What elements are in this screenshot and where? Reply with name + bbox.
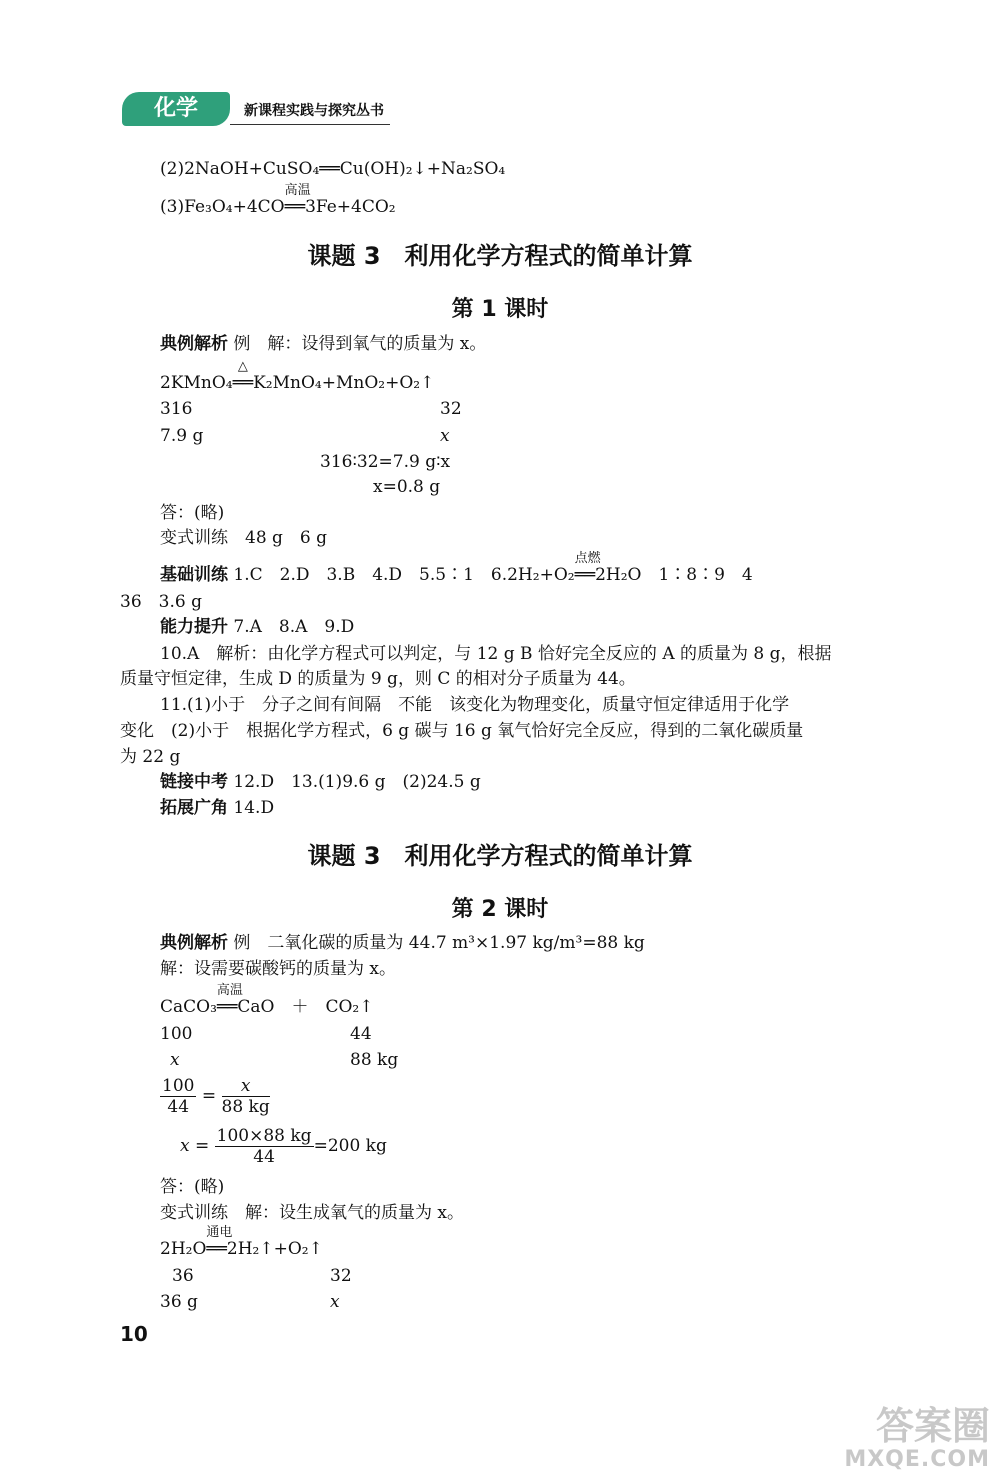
s2-x-lhs: x =: [180, 1136, 210, 1156]
watermark-sub: MXQE.COM: [844, 1447, 990, 1472]
s2-eq2-condition: 通电: [206, 1225, 233, 1240]
s2-eq-arrow: 高温 ══: [217, 996, 237, 1018]
s2-example-label: 典例解析: [160, 933, 228, 953]
s2-proportion: [160, 1076, 270, 1117]
s1-jichu-text-b: 2H₂O 1∶8∶9 4: [595, 565, 753, 585]
s1-example-label: 典例解析: [160, 334, 228, 354]
s1-q10-line2: 质量守恒定律，生成 D 的质量为 9 g，则 C 的相对分子质量为 44。: [120, 669, 636, 689]
s1-mass-3: 7.9 g: [160, 426, 204, 446]
s2-solve: 解：设需要碳酸钙的质量为 x。: [160, 959, 396, 979]
s1-jichu-text-a: 1.C 2.D 3.B 4.D 5.5∶1 6.2H₂+O₂: [233, 565, 575, 585]
section2-subtitle: 第 2 课时: [451, 897, 549, 922]
s2-mass-7: 36 g: [160, 1292, 198, 1312]
s1-eq-condition: △: [237, 359, 248, 374]
s2-eq2-arrow: 通电 ══: [206, 1238, 226, 1260]
s1-tuozhan-text: 14.D: [233, 798, 275, 818]
s2-eq2-products: 2H₂↑+O₂↑: [226, 1239, 323, 1259]
s2-frac-1: [160, 1076, 196, 1117]
s2-mass-4: 88 kg: [350, 1050, 399, 1070]
section1-subtitle: 第 1 课时: [451, 297, 549, 322]
s2-frac-eq: =: [201, 1086, 217, 1106]
s1-mass-2: 32: [440, 399, 462, 419]
s1-eq-products: K₂MnO₄+MnO₂+O₂↑: [253, 373, 435, 393]
eq3-arrow: 高温 ══: [285, 196, 305, 218]
s1-jichu-arrow: 点燃 ══: [575, 564, 595, 586]
s1-equation: [160, 359, 435, 394]
s2-mass-2: 44: [350, 1024, 372, 1044]
equation-line-2: (2)2NaOH+CuSO₄══Cu(OH)₂↓+Na₂SO₄: [160, 159, 506, 179]
s1-lianjie-label: 链接中考: [160, 772, 228, 792]
s2-mass-6: 32: [330, 1266, 352, 1286]
eq3-reactants: (3)Fe₃O₄+4CO: [160, 197, 285, 217]
s2-equation-2: [160, 1225, 323, 1260]
s1-ratio: 316∶32=7.9 g∶x: [320, 452, 451, 472]
s2-eq2-reactant: 2H₂O: [160, 1239, 207, 1259]
s2-frac-3: [215, 1126, 314, 1167]
s2-eq-reactant: CaCO₃: [160, 997, 217, 1017]
s1-jichu-condition: 点燃: [574, 551, 601, 566]
s1-mass-1: 316: [160, 399, 193, 419]
s2-frac-1-den: 44: [167, 1097, 190, 1117]
s1-lianjie: [160, 771, 481, 793]
s1-eq-reactant: 2KMnO₄: [160, 373, 233, 393]
s2-mass-5: 36: [172, 1266, 194, 1286]
s2-frac-3-num: 100×88 kg: [216, 1126, 312, 1146]
s2-example: [160, 932, 645, 954]
section1-title: 课题 3 利用化学方程式的简单计算: [307, 242, 693, 270]
s1-example: [160, 333, 486, 355]
s2-frac-2-num: x: [222, 1076, 270, 1097]
page-number: 10: [120, 1322, 148, 1346]
s2-eq-condition: 高温: [216, 983, 243, 998]
s1-q10-line1: 10.A 解析：由化学方程式可以判定，与 12 g B 恰好完全反应的 A 的质量为 8 g，根据: [160, 644, 832, 664]
watermark: [844, 1404, 990, 1477]
s2-frac-2-den: 88 kg: [221, 1097, 270, 1117]
s1-q11-line3: 为 22 g: [120, 747, 181, 767]
s2-mass-3: x: [170, 1050, 180, 1070]
s1-tuozhan: [160, 797, 274, 819]
s1-nengli-label: 能力提升: [160, 617, 228, 637]
s2-frac-2: [222, 1076, 270, 1117]
s2-mass-8: x: [330, 1292, 340, 1312]
s2-eq-products: CaO ＋ CO₂↑: [237, 997, 374, 1017]
section2-title: 课题 3 利用化学方程式的简单计算: [307, 842, 693, 870]
eq3-condition: 高温: [284, 183, 311, 198]
subject-badge: 化学: [122, 92, 230, 126]
s2-bianshi: 变式训练 解：设生成氧气的质量为 x。: [160, 1203, 464, 1223]
s2-x-rhs: =200 kg: [313, 1136, 387, 1156]
s2-frac-1-num: 100: [162, 1076, 195, 1096]
header-divider: [230, 124, 390, 125]
s1-jichu-cont: 36 3.6 g: [120, 592, 202, 612]
s1-nengli: [160, 616, 354, 638]
s2-mass-1: 100: [160, 1024, 193, 1044]
s1-nengli-text: 7.A 8.A 9.D: [233, 617, 355, 637]
s2-x-calc: [180, 1126, 387, 1167]
s1-lianjie-text: 12.D 13.(1)9.6 g (2)24.5 g: [233, 772, 481, 792]
s1-result: x=0.8 g: [373, 477, 441, 497]
s1-example-text: 例 解：设得到氧气的质量为 x。: [233, 334, 487, 354]
s1-bianshi: 变式训练 48 g 6 g: [160, 528, 328, 548]
s1-q11-line2: 变化 (2)小于 根据化学方程式，6 g 碳与 16 g 氧气恰好完全反应，得到的二氧化碳质量: [120, 721, 804, 741]
s1-jichu: [160, 551, 753, 586]
s1-mass-4: x: [440, 426, 450, 446]
s1-tuozhan-label: 拓展广角: [160, 798, 228, 818]
s1-q11-line1: 11.(1)小于 分子之间有间隔 不能 该变化为物理变化，质量守恒定律适用于化学: [160, 695, 790, 715]
s2-example-text: 例 二氧化碳的质量为 44.7 m³×1.97 kg/m³=88 kg: [233, 933, 645, 953]
equation-line-3: [160, 183, 396, 218]
s2-equation: [160, 983, 374, 1018]
watermark-main: 答案圈: [875, 1404, 990, 1448]
s2-answer: 答：(略): [160, 1177, 225, 1197]
s1-jichu-label: 基础训练: [160, 565, 228, 585]
s1-eq-arrow: △ ══: [233, 372, 253, 394]
eq3-products: 3Fe+4CO₂: [305, 197, 396, 217]
series-title: 新课程实践与探究丛书: [244, 103, 384, 119]
s2-frac-3-den: 44: [253, 1147, 275, 1167]
s1-answer: 答：(略): [160, 503, 225, 523]
